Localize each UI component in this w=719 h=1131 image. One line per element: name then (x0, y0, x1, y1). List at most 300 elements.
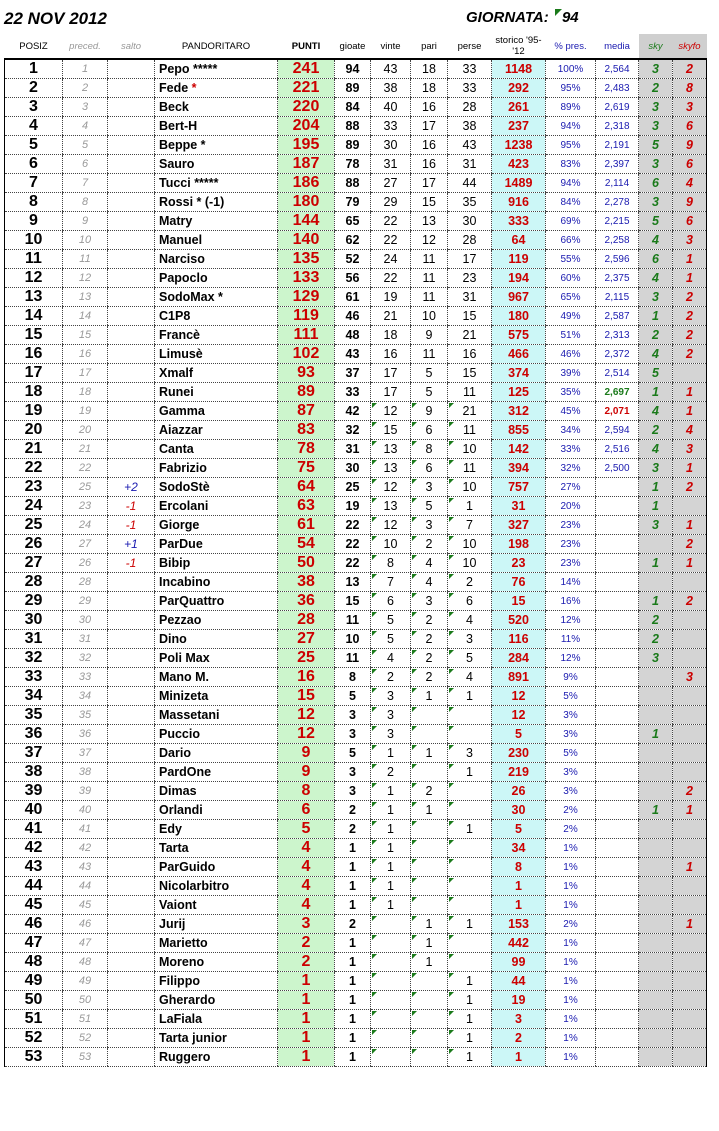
games-played: 1 (335, 839, 371, 858)
draws: 2 (411, 782, 448, 801)
position: 51 (5, 1010, 63, 1029)
draws: 13 (411, 212, 448, 231)
position-jump (108, 459, 155, 478)
position: 9 (5, 212, 63, 231)
wins: 2 (371, 763, 411, 782)
wins: 22 (371, 269, 411, 288)
skyfo-count: 1 (673, 858, 707, 877)
points: 1 (278, 1029, 335, 1048)
sky-count (639, 1010, 673, 1029)
wins: 40 (371, 98, 411, 117)
giornata-label: GIORNATA: (466, 9, 549, 26)
position-jump: -1 (108, 516, 155, 535)
skyfo-count: 1 (673, 554, 707, 573)
wins: 12 (371, 516, 411, 535)
presence-percent: 1% (546, 972, 596, 991)
presence-percent: 65% (546, 288, 596, 307)
table-row (5, 972, 707, 991)
points: 12 (278, 706, 335, 725)
historic-points: 292 (492, 79, 546, 98)
player-name: ParDue (155, 535, 278, 554)
presence-percent: 34% (546, 421, 596, 440)
col-header-vinte: vinte (371, 34, 411, 59)
games-played: 11 (335, 611, 371, 630)
skyfo-count: 8 (673, 79, 707, 98)
average (596, 839, 639, 858)
table-row (5, 155, 707, 174)
skyfo-count (673, 820, 707, 839)
historic-points: 394 (492, 459, 546, 478)
position: 1 (5, 59, 63, 79)
player-name: Ruggero (155, 1048, 278, 1067)
draws (411, 896, 448, 915)
wins: 1 (371, 877, 411, 896)
historic-points: 312 (492, 402, 546, 421)
skyfo-count: 4 (673, 174, 707, 193)
historic-points: 466 (492, 345, 546, 364)
losses: 33 (448, 79, 492, 98)
average (596, 478, 639, 497)
draws (411, 1048, 448, 1067)
table-row (5, 896, 707, 915)
position-jump (108, 326, 155, 345)
historic-points: 12 (492, 706, 546, 725)
player-name: Pepo ***** (155, 59, 278, 79)
sky-count: 2 (639, 79, 673, 98)
average (596, 592, 639, 611)
average: 2,587 (596, 307, 639, 326)
historic-points: 423 (492, 155, 546, 174)
presence-percent: 20% (546, 497, 596, 516)
games-played: 94 (335, 59, 371, 79)
average: 2,594 (596, 421, 639, 440)
position: 21 (5, 440, 63, 459)
previous-position: 16 (63, 345, 108, 364)
losses: 15 (448, 364, 492, 383)
previous-position: 3 (63, 98, 108, 117)
points: 4 (278, 839, 335, 858)
col-header-sky: sky (639, 34, 673, 59)
draws: 1 (411, 953, 448, 972)
previous-position: 1 (63, 59, 108, 79)
table-row (5, 1010, 707, 1029)
position: 37 (5, 744, 63, 763)
presence-percent: 39% (546, 364, 596, 383)
position: 7 (5, 174, 63, 193)
games-played: 78 (335, 155, 371, 174)
average (596, 953, 639, 972)
skyfo-count (673, 763, 707, 782)
historic-points: 333 (492, 212, 546, 231)
historic-points: 64 (492, 231, 546, 250)
points: 133 (278, 269, 335, 288)
historic-points: 757 (492, 478, 546, 497)
losses: 30 (448, 212, 492, 231)
previous-position: 18 (63, 383, 108, 402)
wins: 30 (371, 136, 411, 155)
games-played: 1 (335, 858, 371, 877)
presence-percent: 23% (546, 516, 596, 535)
position-jump: -1 (108, 554, 155, 573)
skyfo-count (673, 744, 707, 763)
points: 221 (278, 79, 335, 98)
presence-percent: 66% (546, 231, 596, 250)
sky-count (639, 915, 673, 934)
player-name: C1P8 (155, 307, 278, 326)
games-played: 3 (335, 706, 371, 725)
average (596, 763, 639, 782)
previous-position: 12 (63, 269, 108, 288)
skyfo-count (673, 934, 707, 953)
table-row (5, 516, 707, 535)
historic-points: 237 (492, 117, 546, 136)
wins: 15 (371, 421, 411, 440)
previous-position: 32 (63, 649, 108, 668)
sky-count: 3 (639, 193, 673, 212)
games-played: 2 (335, 820, 371, 839)
sky-count: 2 (639, 326, 673, 345)
losses: 11 (448, 459, 492, 478)
points: 28 (278, 611, 335, 630)
player-name: Poli Max (155, 649, 278, 668)
player-name: Dario (155, 744, 278, 763)
games-played: 22 (335, 516, 371, 535)
player-name: Minizeta (155, 687, 278, 706)
wins: 12 (371, 402, 411, 421)
position-jump (108, 1010, 155, 1029)
losses: 2 (448, 573, 492, 592)
player-name: Puccio (155, 725, 278, 744)
historic-points: 284 (492, 649, 546, 668)
position-jump (108, 991, 155, 1010)
losses: 1 (448, 763, 492, 782)
average (596, 744, 639, 763)
losses: 33 (448, 59, 492, 79)
position: 43 (5, 858, 63, 877)
table-row (5, 497, 707, 516)
historic-points: 30 (492, 801, 546, 820)
historic-points: 855 (492, 421, 546, 440)
table-row (5, 953, 707, 972)
historic-points: 15 (492, 592, 546, 611)
points: 3 (278, 915, 335, 934)
table-row (5, 782, 707, 801)
games-played: 2 (335, 801, 371, 820)
table-row (5, 193, 707, 212)
position: 45 (5, 896, 63, 915)
table-row (5, 649, 707, 668)
position-jump (108, 972, 155, 991)
points: 36 (278, 592, 335, 611)
games-played: 89 (335, 79, 371, 98)
sky-count (639, 877, 673, 896)
points: 64 (278, 478, 335, 497)
presence-percent: 12% (546, 649, 596, 668)
points: 1 (278, 1010, 335, 1029)
losses: 1 (448, 1048, 492, 1067)
position: 30 (5, 611, 63, 630)
position-jump (108, 953, 155, 972)
points: 2 (278, 934, 335, 953)
points: 111 (278, 326, 335, 345)
skyfo-count (673, 687, 707, 706)
position-jump (108, 59, 155, 79)
points: 12 (278, 725, 335, 744)
presence-percent: 89% (546, 98, 596, 117)
games-played: 13 (335, 573, 371, 592)
player-name: Tucci ***** (155, 174, 278, 193)
previous-position: 25 (63, 478, 108, 497)
skyfo-count: 9 (673, 193, 707, 212)
average: 2,596 (596, 250, 639, 269)
sky-count (639, 934, 673, 953)
average: 2,375 (596, 269, 639, 288)
games-played: 8 (335, 668, 371, 687)
presence-percent: 2% (546, 801, 596, 820)
previous-position: 26 (63, 554, 108, 573)
historic-points: 76 (492, 573, 546, 592)
previous-position: 31 (63, 630, 108, 649)
skyfo-count (673, 1029, 707, 1048)
player-name: Vaiont (155, 896, 278, 915)
skyfo-count: 2 (673, 307, 707, 326)
position: 16 (5, 345, 63, 364)
wins: 22 (371, 231, 411, 250)
draws: 12 (411, 231, 448, 250)
games-played: 5 (335, 687, 371, 706)
player-name: Gherardo (155, 991, 278, 1010)
draws: 15 (411, 193, 448, 212)
position-jump (108, 269, 155, 288)
presence-percent: 5% (546, 744, 596, 763)
player-name: SodoStè (155, 478, 278, 497)
wins: 33 (371, 117, 411, 136)
presence-percent: 95% (546, 79, 596, 98)
table-row (5, 763, 707, 782)
skyfo-count: 2 (673, 782, 707, 801)
presence-percent: 94% (546, 117, 596, 136)
presence-percent: 1% (546, 858, 596, 877)
player-name: Runei (155, 383, 278, 402)
average (596, 554, 639, 573)
presence-percent: 3% (546, 782, 596, 801)
wins: 38 (371, 79, 411, 98)
points: 140 (278, 231, 335, 250)
wins: 8 (371, 554, 411, 573)
losses: 3 (448, 630, 492, 649)
presence-percent: 46% (546, 345, 596, 364)
table-row (5, 79, 707, 98)
historic-points: 2 (492, 1029, 546, 1048)
historic-points: 44 (492, 972, 546, 991)
losses: 38 (448, 117, 492, 136)
position: 14 (5, 307, 63, 326)
position: 11 (5, 250, 63, 269)
sky-count (639, 972, 673, 991)
wins: 2 (371, 668, 411, 687)
table-row (5, 421, 707, 440)
presence-percent: 100% (546, 59, 596, 79)
presence-percent: 45% (546, 402, 596, 421)
points: 144 (278, 212, 335, 231)
losses: 1 (448, 972, 492, 991)
average (596, 668, 639, 687)
sky-count (639, 1029, 673, 1048)
draws: 2 (411, 649, 448, 668)
position: 50 (5, 991, 63, 1010)
previous-position: 44 (63, 877, 108, 896)
wins: 18 (371, 326, 411, 345)
draws: 5 (411, 383, 448, 402)
table-row (5, 98, 707, 117)
wins: 7 (371, 573, 411, 592)
skyfo-count: 1 (673, 459, 707, 478)
player-name: Beck (155, 98, 278, 117)
presence-percent: 12% (546, 611, 596, 630)
position-jump: +1 (108, 535, 155, 554)
presence-percent: 1% (546, 1010, 596, 1029)
draws (411, 763, 448, 782)
previous-position: 19 (63, 402, 108, 421)
position: 25 (5, 516, 63, 535)
points: 180 (278, 193, 335, 212)
position-jump (108, 1048, 155, 1067)
wins: 13 (371, 459, 411, 478)
historic-points: 8 (492, 858, 546, 877)
position-jump (108, 934, 155, 953)
previous-position: 21 (63, 440, 108, 459)
draws: 2 (411, 611, 448, 630)
draws: 3 (411, 478, 448, 497)
position-jump (108, 288, 155, 307)
points: 93 (278, 364, 335, 383)
historic-points: 198 (492, 535, 546, 554)
position: 31 (5, 630, 63, 649)
games-played: 1 (335, 1048, 371, 1067)
historic-points: 230 (492, 744, 546, 763)
losses: 11 (448, 383, 492, 402)
draws: 2 (411, 668, 448, 687)
presence-percent: 23% (546, 535, 596, 554)
draws: 16 (411, 155, 448, 174)
player-name: Manuel (155, 231, 278, 250)
wins: 5 (371, 630, 411, 649)
player-name: Dino (155, 630, 278, 649)
wins: 6 (371, 592, 411, 611)
games-played: 2 (335, 915, 371, 934)
player-name: Orlandi (155, 801, 278, 820)
player-name: Ercolani (155, 497, 278, 516)
player-name: Nicolarbitro (155, 877, 278, 896)
draws: 4 (411, 573, 448, 592)
standings-table (4, 34, 707, 1067)
skyfo-count: 1 (673, 516, 707, 535)
presence-percent: 83% (546, 155, 596, 174)
wins: 24 (371, 250, 411, 269)
points: 241 (278, 59, 335, 79)
average (596, 725, 639, 744)
games-played: 1 (335, 991, 371, 1010)
games-played: 30 (335, 459, 371, 478)
games-played: 1 (335, 972, 371, 991)
historic-points: 125 (492, 383, 546, 402)
table-row (5, 991, 707, 1010)
col-header-punti: PUNTI (278, 34, 335, 59)
historic-points: 34 (492, 839, 546, 858)
player-name: Jurij (155, 915, 278, 934)
previous-position: 39 (63, 782, 108, 801)
losses: 1 (448, 1010, 492, 1029)
draws (411, 725, 448, 744)
skyfo-count (673, 725, 707, 744)
standings-body (5, 59, 707, 1067)
draws (411, 858, 448, 877)
losses: 31 (448, 155, 492, 174)
average (596, 820, 639, 839)
average (596, 915, 639, 934)
position-jump (108, 763, 155, 782)
position: 29 (5, 592, 63, 611)
draws: 10 (411, 307, 448, 326)
wins: 29 (371, 193, 411, 212)
points: 129 (278, 288, 335, 307)
skyfo-count: 1 (673, 801, 707, 820)
position: 36 (5, 725, 63, 744)
previous-position: 10 (63, 231, 108, 250)
losses (448, 801, 492, 820)
position-jump (108, 307, 155, 326)
games-played: 79 (335, 193, 371, 212)
table-row (5, 269, 707, 288)
position-jump (108, 79, 155, 98)
player-name: Aiazzar (155, 421, 278, 440)
player-name: Filippo (155, 972, 278, 991)
player-name: Tarta junior (155, 1029, 278, 1048)
position: 32 (5, 649, 63, 668)
player-name: Pezzao (155, 611, 278, 630)
historic-points: 31 (492, 497, 546, 516)
losses: 31 (448, 288, 492, 307)
wins: 1 (371, 801, 411, 820)
position: 13 (5, 288, 63, 307)
points: 5 (278, 820, 335, 839)
historic-points: 374 (492, 364, 546, 383)
presence-percent: 1% (546, 896, 596, 915)
losses: 15 (448, 307, 492, 326)
points: 89 (278, 383, 335, 402)
table-header-row (5, 34, 707, 59)
losses: 28 (448, 98, 492, 117)
wins (371, 972, 411, 991)
points: 15 (278, 687, 335, 706)
position: 12 (5, 269, 63, 288)
previous-position: 5 (63, 136, 108, 155)
losses: 1 (448, 915, 492, 934)
position-jump (108, 725, 155, 744)
losses: 23 (448, 269, 492, 288)
skyfo-count (673, 877, 707, 896)
games-played: 1 (335, 877, 371, 896)
wins: 4 (371, 649, 411, 668)
points: 75 (278, 459, 335, 478)
table-row (5, 383, 707, 402)
average (596, 497, 639, 516)
skyfo-count (673, 630, 707, 649)
points: 4 (278, 896, 335, 915)
historic-points: 520 (492, 611, 546, 630)
draws (411, 877, 448, 896)
table-row (5, 668, 707, 687)
